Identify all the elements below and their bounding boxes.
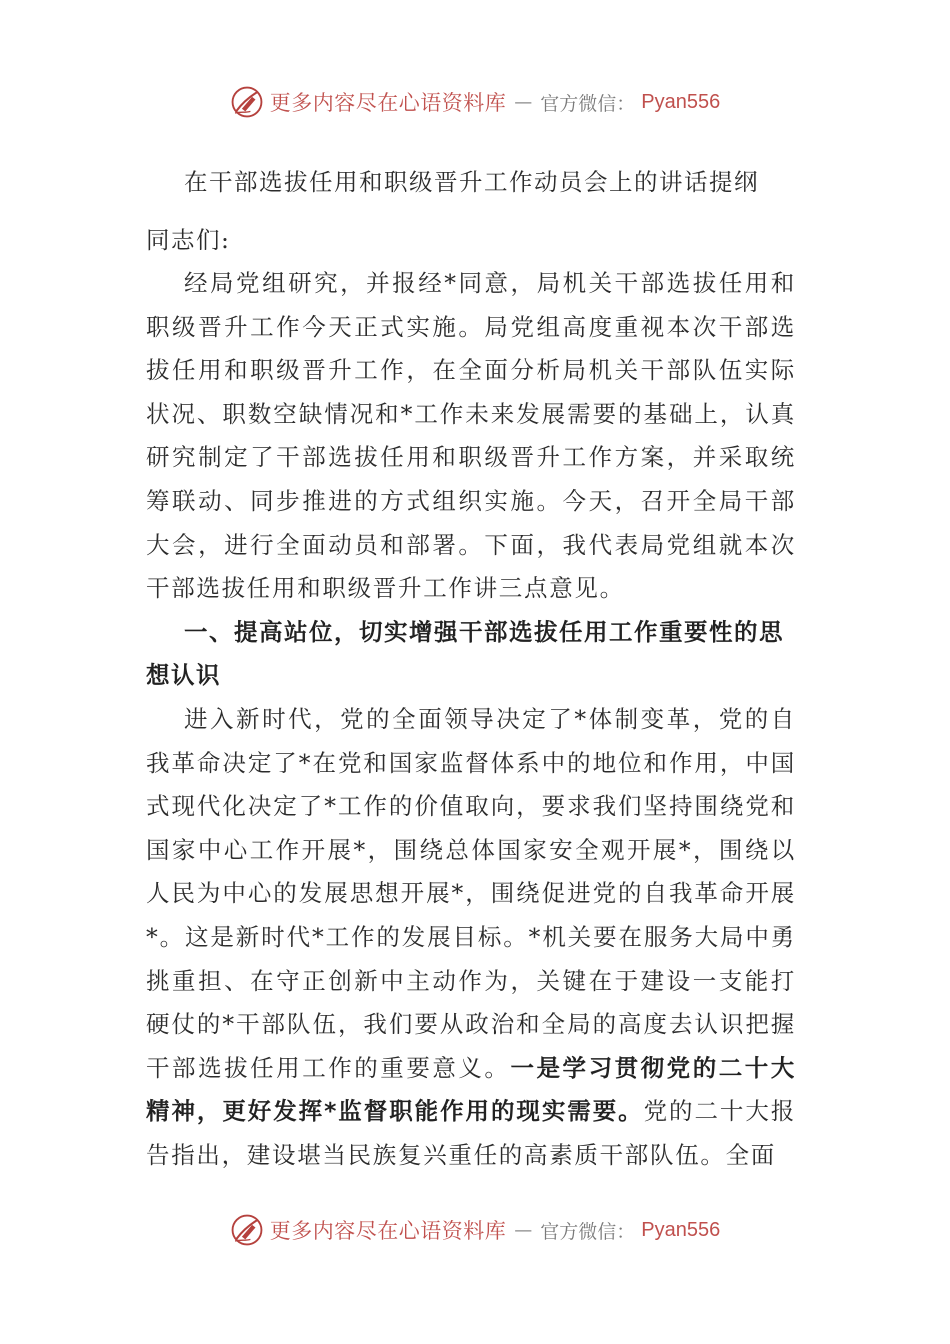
section-1-bold-point: 一是学习贯彻党的二十大精神，更好发挥*监督职能作用的现实需要。 [146,1053,796,1126]
banner-wechat-id: Pyan556 [641,1218,721,1241]
section-1-text-part-2: 党的二十大报告指出，建设堪当民族复兴重任的高素质干部队伍。全面 [146,1097,796,1169]
banner-separator: — [514,91,533,113]
document-body [146,160,796,1177]
banner-separator: — [514,1219,533,1241]
banner-wechat-id: Pyan556 [641,90,721,113]
pen-nib-logo-icon [230,85,264,119]
section-1-text-part-1: 进入新时代，党的全面领导决定了*体制变革，党的自我革命决定了*在党和国家监督体系中的地位和作用，中国式现代化决定了*工作的价值取向，要求我们坚持围绕党和国家中心工作开展*，围绕总体国家安全观开展*，围绕以人民为中心的发展思想开展*，围绕促进党的自我革命开展*。这是新时代*工作的发展目标。*机关要在服务大局中勇挑重担、在守正创新中主动作为，关键在于建设一支能打硬仗的*干部队伍，我们要从政治和全局的高度去认识把握干部选拔任用工作的重要意义。 [146,704,796,1082]
pen-nib-logo-icon [230,1213,264,1247]
banner-wechat-label: 官方微信： [540,1220,636,1243]
banner-main-text: 更多内容尽在心语资料库 [269,91,507,115]
section-1-paragraph [146,698,796,1178]
banner-wechat-label: 官方微信： [540,92,636,115]
top-watermark-banner [0,82,950,122]
section-1-heading: 一、提高站位，切实增强干部选拔任用工作重要性的思想认识 [146,617,784,690]
salutation: 同志们: [146,226,231,254]
document-title: 在干部选拔任用和职级晋升工作动员会上的讲话提纲 [184,168,759,196]
intro-paragraph: 经局党组研究，并报经*同意，局机关干部选拔任用和职级晋升工作今天正式实施。局党组高度重视本次干部选拔任用和职级晋升工作，在全面分析局机关干部队伍实际状况、职数空缺情况和*工作未来发展需要的基础上，认真研究制定了干部选拔任用和职级晋升工作方案，并采取统筹联动、同步推进的方式组织实施。今天，召开全局干部大会，进行全面动员和部署。下面，我代表局党组就本次干部选拔任用和职级晋升工作讲三点意见。 [146,269,796,603]
banner-main-text: 更多内容尽在心语资料库 [269,1219,507,1243]
bottom-watermark-banner [0,1210,950,1250]
